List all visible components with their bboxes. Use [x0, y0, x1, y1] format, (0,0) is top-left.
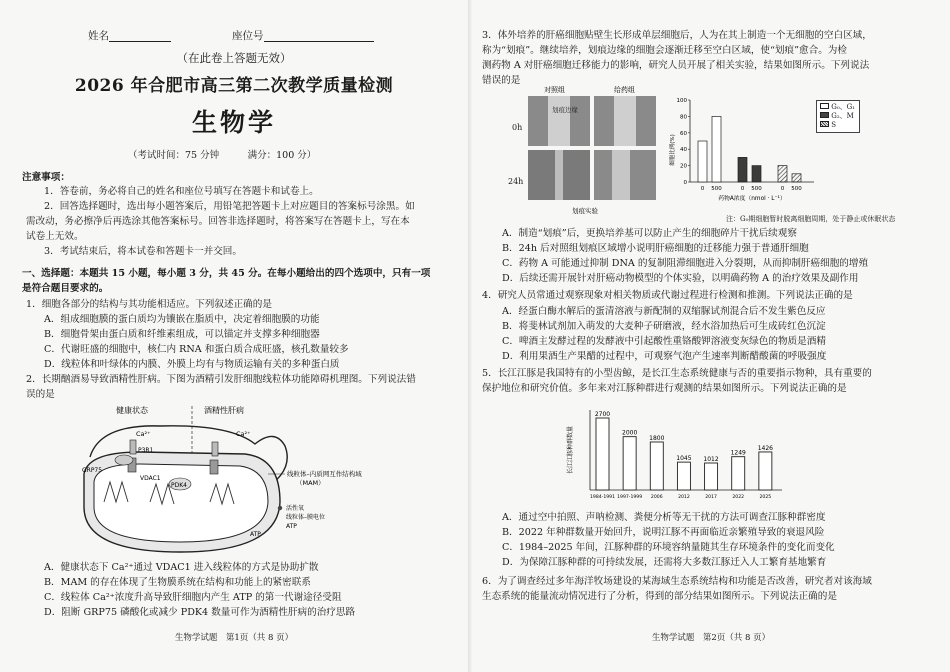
bar-1-500 [712, 116, 721, 182]
drug-group-label: 给药组 [614, 86, 635, 94]
q1-stem: 1．细胞各部分的结构与其功能相适应。下列叙述正确的是 [26, 299, 272, 310]
left-page-footer: 生物学试题 第1页（共 8 页） [174, 633, 294, 643]
y-tick-label: 0 [683, 180, 687, 186]
x-tick-label: 0 [780, 186, 785, 192]
y-tick-label: 60 [680, 130, 687, 137]
q2-option-a: A．健康状态下 Ca²⁺通过 VDAC1 进入线粒体的方式是协助扩散 [44, 562, 319, 573]
q1-option-b: B．细胞骨架由蛋白质和纤维素组成，可以锚定并支撑多种细胞器 [44, 329, 320, 340]
scratch-experiment-caption: 划痕实验 [572, 207, 598, 215]
grp75-protein [115, 455, 133, 465]
q3-option-c: C．药物 A 可能通过抑制 DNA 的复制阻滞细胞进入分裂期，从而抑制肝癌细胞的增殖 [502, 258, 869, 269]
q4-option-b: B．将斐林试剂加入萌发的大麦种子研磨液，经水浴加热后可生成砖红色沉淀 [502, 321, 826, 332]
population-bar-2025 [759, 452, 772, 490]
q1-option-a: A．组成细胞膜的蛋白质均为镶嵌在脂质中，决定着细胞膜的功能 [44, 314, 320, 325]
p3r1-receptor [130, 440, 136, 454]
exam-title: 2026 年合肥市高三第二次教学质量检测 [74, 76, 394, 96]
right-page [472, 0, 950, 672]
time-score: （考试时间：75 分钟 满分：100 分） [128, 150, 317, 161]
y-tick-label: 100 [676, 98, 687, 104]
q6-stem-cont: 生态系统的能量流动情况进行了分析，得到的部分结果如图所示。下列说法正确的是 [482, 591, 837, 602]
q3-option-d: D．后续还需开展针对肝癌动物模型的个体实验，以明确药物 A 的治疗效果及副作用 [502, 273, 859, 284]
drug-24h-scratch [612, 150, 630, 200]
porpoise-population-chart [562, 400, 786, 504]
q5-option-d: D．为保障江豚种群的可持续发展，还需将大多数江豚迁入人工繁育基地繁育 [502, 557, 827, 568]
disease-label: 酒精性肝病 [204, 406, 244, 415]
instruction-2: 2．回答选择题时，选出每小题答案后，用铅笔把答题卡上对应题目的答案标号涂黑。如 [44, 201, 415, 212]
atp-legend: ATP [286, 523, 297, 530]
seat-blank[interactable] [264, 31, 374, 42]
y-axis-label: 细胞比例(%) [670, 134, 676, 166]
instruction-1: 1．答卷前，务必将自己的姓名和座位号填写在答题卡和试卷上。 [44, 186, 319, 197]
membrane-potential-legend: 线粒体–膜电位 [286, 514, 326, 521]
vdac1-channel-2 [210, 460, 218, 474]
name-blank[interactable] [109, 31, 171, 42]
legend-g0g1: G₀、G₁ [820, 103, 856, 112]
mam-label-abbr: （MAM） [296, 479, 325, 487]
y-axis-label: 长江江豚种群数量 [567, 425, 574, 475]
q4-stem: 4．研究人员常通过观察现象对相关物质或代谢过程进行检测和推测。下列说法正确的是 [482, 290, 853, 301]
q5-option-b: B．2022 年种群数量开始回升，说明江豚不再面临近亲繁殖导致的衰退风险 [502, 527, 825, 538]
instruction-3: 3．考试结束后，将本试卷和答题卡一并交回。 [44, 246, 242, 257]
q6-stem: 6．为了调查经过多年海洋牧场建设的某海域生态系统结构和功能是否改善，研究者对该海域 [482, 576, 872, 587]
time-0h-label: 0h [512, 123, 523, 132]
y-tick-label: 40 [680, 147, 687, 154]
mam-label: 线粒体–内质网互作结构域 [287, 470, 362, 478]
q5-option-a: A．通过空中拍照、声呐检测、粪便分析等无干扰的方法可调查江豚种群密度 [502, 512, 826, 523]
data-label: 1012 [703, 456, 719, 464]
x-tick-label: 1984-1991 [589, 495, 616, 500]
p3r1-label: P3R1 [138, 447, 154, 454]
x-tick-label: 500 [791, 186, 802, 192]
q3-stem-3: 测药物 A 对肝癌细胞迁移能力的影响，研究人员开展了相关实验，结果如图所示。下列说法 [482, 60, 870, 71]
x-tick-label: 1997-1999 [617, 495, 643, 500]
drug-0h-scratch [614, 96, 636, 146]
q4-option-c: C．啤酒主发酵过程的发酵液中引起酸性重铬酸钾溶液变灰绿色的物质是酒精 [502, 336, 826, 347]
bar-1-0 [698, 141, 707, 182]
legend-s: S [820, 121, 856, 130]
data-label: 1045 [676, 455, 692, 463]
data-label: 1800 [649, 435, 665, 442]
population-bar-1997-1999 [623, 437, 636, 490]
section-1-title: 一、选择题：本题共 15 小题，每小题 3 分，共 45 分。在每小题给出的四个选项中，只有一项 [22, 268, 431, 279]
population-bar-2012 [677, 462, 690, 490]
control-0h-scratch [548, 96, 570, 146]
q2-option-b: B．MAM 的存在体现了生物膜系统在结构和功能上的紧密联系 [44, 577, 311, 588]
x-tick-label: 0 [740, 186, 745, 192]
seat-field: 座位号 [232, 30, 374, 42]
x-tick-label: 2017 [705, 495, 717, 500]
q3-stem-4: 错误的是 [482, 75, 521, 86]
cell-cycle-legend [816, 100, 860, 133]
data-label: 1426 [757, 444, 773, 452]
q2-option-c: C．线粒体 Ca²⁺浓度升高导致肝细胞内产生 ATP 的第一代谢途径受阻 [44, 592, 342, 603]
mitochondrion-inner [94, 464, 268, 542]
instructions-heading: 注意事项： [22, 172, 70, 183]
bar-2-500 [752, 166, 761, 182]
ros-marker [278, 506, 282, 510]
ros-legend: 活性氧 [286, 505, 305, 512]
population-bar-2022 [732, 457, 745, 490]
cell-cycle-bar-chart [668, 90, 818, 212]
legend-g2m: G₂、M [820, 112, 856, 121]
name-field: 姓名 [88, 30, 171, 42]
bar-2-0 [738, 157, 747, 182]
pdk4-label: PDK4 [171, 482, 187, 489]
ca-label: Ca²⁺ [136, 430, 151, 438]
mitochondria-diagram [80, 402, 410, 560]
grp75-label: GRP75 [82, 467, 103, 474]
bar-3-0 [778, 166, 787, 182]
q3-option-a: A．制造“划痕”后，更换培养基可以防止产生的细胞碎片干扰后续观察 [502, 228, 797, 239]
population-bar-1984-1991 [596, 418, 609, 490]
scratch-edge-label: 划痕边缘 [552, 106, 578, 114]
population-bar-2006 [650, 442, 663, 490]
data-label: 2000 [622, 429, 638, 437]
y-tick-label: 20 [680, 163, 687, 170]
q2-option-d: D．阻断 GRP75 磷酸化或减少 PDK4 数量可作为酒精性肝病的治疗思路 [44, 607, 356, 618]
x-tick-label: 500 [711, 186, 722, 192]
scratch-assay-figure [528, 84, 666, 216]
section-1-title-cont: 是符合题目要求的。 [22, 283, 109, 294]
p3r1-receptor-2 [212, 442, 218, 456]
x-axis-label: 药物A浓度（nmol · L⁻¹） [718, 196, 786, 202]
q3-stem-1: 3．体外培养的肝癌细胞贴壁生长形成单层细胞后，人为在其上制造一个无细胞的空白区域， [482, 30, 872, 41]
x-tick-label: 2025 [759, 495, 772, 500]
no-answer-notice: （在此卷上答题无效） [176, 51, 292, 65]
q1-option-c: C．代谢旺盛的细胞中，核仁内 RNA 和蛋白质合成旺盛，核孔数量较多 [44, 344, 349, 355]
subject-title: 生物学 [191, 108, 276, 137]
q2-stem-cont: 误的是 [26, 389, 55, 400]
x-tick-label: 500 [751, 186, 762, 192]
q5-stem-cont: 保护地位和研究价值。多年来对江豚种群进行观测的结果如图所示。下列说法正确的是 [482, 383, 847, 394]
x-tick-label: 2022 [732, 495, 745, 500]
instruction-2-cont: 需改动，务必擦净后再选涂其他答案标号。回答非选择题时，将答案写在答题卡上，写在本 [26, 216, 410, 227]
time-24h-label: 24h [508, 177, 524, 186]
atp-label-in-figure: ATP [250, 531, 261, 538]
q3-stem-2: 称为“划痕”。继续培养，划痕边缘的细胞会逐渐迁移至空白区域，使“划痕”愈合。为检 [482, 45, 847, 56]
bar-3-500 [792, 174, 801, 182]
population-bar-2017 [705, 463, 718, 490]
x-tick-label: 2006 [650, 495, 663, 500]
instruction-2-end: 试卷上无效。 [26, 231, 84, 242]
healthy-label: 健康状态 [116, 406, 148, 415]
q4-option-d: D．利用果酒生产果醋的过程中，可观察气泡产生速率判断醋酸菌的呼吸强度 [502, 351, 827, 362]
x-tick-label: 0 [700, 186, 705, 192]
q5-option-c: C．1984–2025 年间，江豚种群的环境容纳量随其生存环境条件的变化而变化 [502, 542, 835, 553]
y-tick-label: 80 [680, 114, 687, 121]
control-group-label: 对照组 [544, 86, 565, 94]
left-page [0, 0, 468, 672]
vdac1-label: VDAC1 [140, 475, 161, 482]
q4-option-a: A．经蛋白酶水解后的蛋清溶液与新配制的双缩脲试剂混合后不发生紫色反应 [502, 306, 826, 317]
q5-stem: 5．长江江豚是我国特有的小型齿鲸，是长江生态系统健康与否的重要指示物种，具有重要的 [482, 368, 872, 379]
q1-option-d: D．线粒体和叶绿体的内膜、外膜上均有与物质运输有关的多种蛋白质 [44, 359, 340, 370]
q3-option-b: B．24h 后对照组划痕区域增小说明肝癌细胞的迁移能力强于普通肝细胞 [502, 243, 809, 254]
q3-note: 注：G₀期细胞暂时脱离细胞周期，处于静止或休眠状态 [726, 215, 896, 223]
ca-label-2: Ca²⁺ [236, 430, 251, 438]
data-label: 2700 [594, 411, 611, 418]
q2-stem: 2．长期酗酒易导致酒精性肝病。下图为酒精引发肝细胞线粒体功能障碍机理图。下列说法错 [26, 374, 416, 385]
data-label: 1249 [730, 449, 746, 457]
control-24h-scratch [555, 150, 563, 200]
right-page-footer: 生物学试题 第2页（共 8 页） [651, 633, 771, 643]
x-tick-label: 2012 [678, 495, 690, 500]
